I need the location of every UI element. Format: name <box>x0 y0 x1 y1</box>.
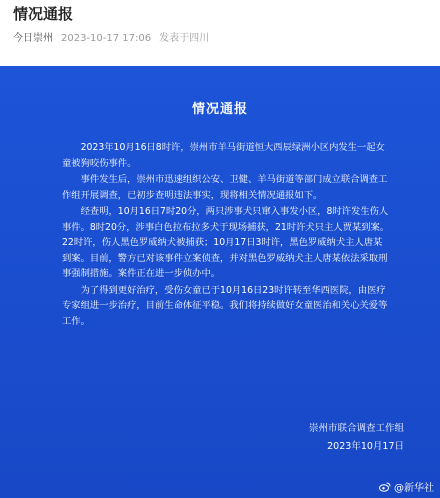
signature-date: 2023年10月17日 <box>327 441 404 452</box>
notice-paragraph: 事件发生后，崇州市迅速组织公安、卫健、羊马街道等部门成立联合调查工作组开展调查，已初步查明违法事实，现将相关情况通报如下。 <box>62 174 388 201</box>
notice-paragraph: 经查明，10月16日7时20分，两只涉事犬只窜入事发小区，8时许发生伤人事件。8时20分，涉事白色拉布拉多犬于现场捕获，21时许犬只主人贾某到案。22时许，伤人黑色罗威纳犬被捕获；10月17日3时许，黑色罗威纳犬主人唐某到案。目前，警方已对该事件立案侦查，并对黑色罗威纳犬主人唐某依法采取刑事强制措施。案件正在进一步侦办中。 <box>62 206 390 279</box>
notice-paragraph: 为了得到更好治疗，受伤女童已于10月16日23时许转至华西医院，由医疗专家组进一步治疗，目前生命体征平稳。我们将持续做好女童医治和关心关爱等工作。 <box>62 284 388 327</box>
watermark-text: @新华社 <box>394 483 434 494</box>
signature-org: 崇州市联合调查工作组 <box>308 423 404 434</box>
notice-heading: 情况通报 <box>191 102 248 117</box>
notice-paragraph: 2023年10月16日8时许，崇州市羊马街道恒大西辰绿洲小区内发生一起女童被狗咬伤事件。 <box>62 142 385 169</box>
notice-image <box>0 66 440 498</box>
weibo-icon <box>379 482 391 492</box>
article-datetime: 2023-10-17 17:06 <box>61 33 152 44</box>
article-title: 情况通报 <box>13 5 74 23</box>
article-meta <box>13 29 217 44</box>
article-location: 发表于四川 <box>159 33 210 44</box>
watermark <box>379 479 434 494</box>
notice-signature <box>309 420 404 456</box>
notice-body <box>62 140 390 330</box>
article-source[interactable]: 今日崇州 <box>13 33 53 44</box>
